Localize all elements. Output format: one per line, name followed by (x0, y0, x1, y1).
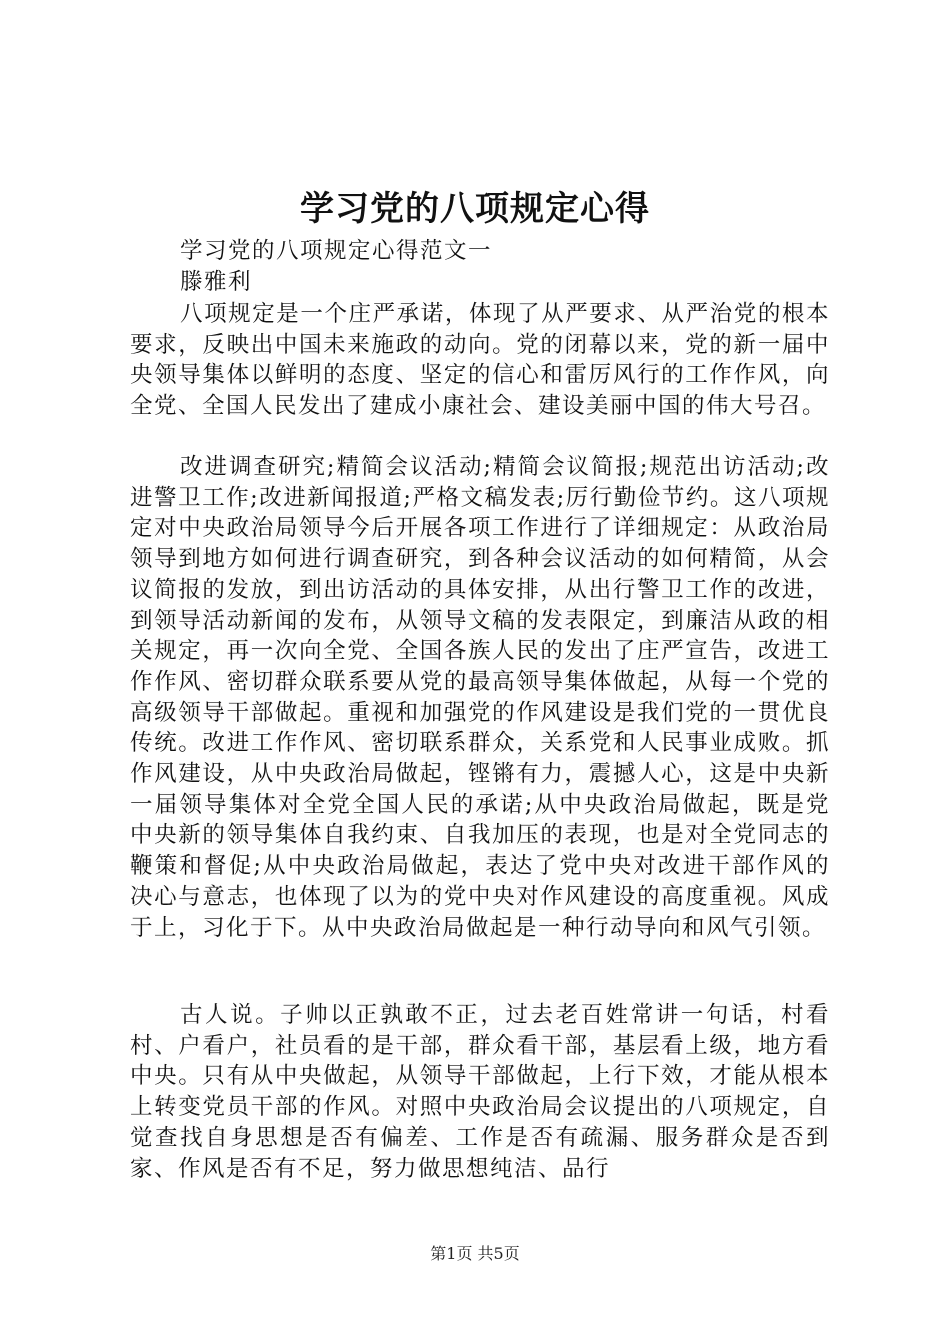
document-subtitle: 学习党的八项规定心得范文一 (180, 238, 493, 264)
page-number: 第1页 共5页 (430, 1244, 520, 1263)
body-paragraph-3: 古人说。子帅以正孰敢不正，过去老百姓常讲一句话，村看村、户看户，社员看的是干部，群众看干部，基层看上级，地方看中央。只有从中央做起，从领导干部做起，上行下效，才能从根本上转变党员干部的作风。对照中央政治局会议提出的八项规定，自觉查找自身思想是否有偏差、工作是否有疏漏、服务群众是否到家、作风是否有不足，努力做思想纯洁、品行 (130, 1002, 830, 1182)
body-paragraph-2: 改进调查研究;精简会议活动;精简会议简报;规范出访活动;改进警卫工作;改进新闻报道;严格文稿发表;厉行勤俭节约。这八项规定对中央政治局领导今后开展各项工作进行了详细规定：从政治局领导到地方如何进行调查研究，到各种会议活动的如何精简，从会议简报的发放，到出访活动的具体安排，从出行警卫工作的改进，到领导活动新闻的发布，从领导文稿的发表限定，到廉洁从政的相关规定，再一次向全党、全国各族人民的发出了庄严宣告，改进工作作风、密切群众联系要从党的最高领导集体做起，从每一个党的高级领导干部做起。重视和加强党的作风建设是我们党的一贯优良传统。改进工作作风、密切联系群众，关系党和人民事业成败。抓作风建设，从中央政治局做起，铿锵有力，震撼人心，这是中央新一届领导集体对全党全国人民的承诺;从中央政治局做起，既是党中央新的领导集体自我约束、自我加压的表现，也是对全党同志的鞭策和督促;从中央政治局做起，表达了党中央对改进干部作风的决心与意志，也体现了以为的党中央对作风建设的高度重视。风成于上，习化于下。从中央政治局做起是一种行动导向和风气引领。 (130, 454, 830, 941)
author-name: 滕雅利 (180, 269, 253, 295)
body-paragraph-1: 八项规定是一个庄严承诺，体现了从严要求、从严治党的根本要求，反映出中国未来施政的动向。党的闭幕以来，党的新一届中央领导集体以鲜明的态度、坚定的信心和雷厉风行的工作作风，向全党、全国人民发出了建成小康社会、建设美丽中国的伟大号召。 (130, 301, 830, 420)
document-title: 学习党的八项规定心得 (300, 189, 650, 229)
